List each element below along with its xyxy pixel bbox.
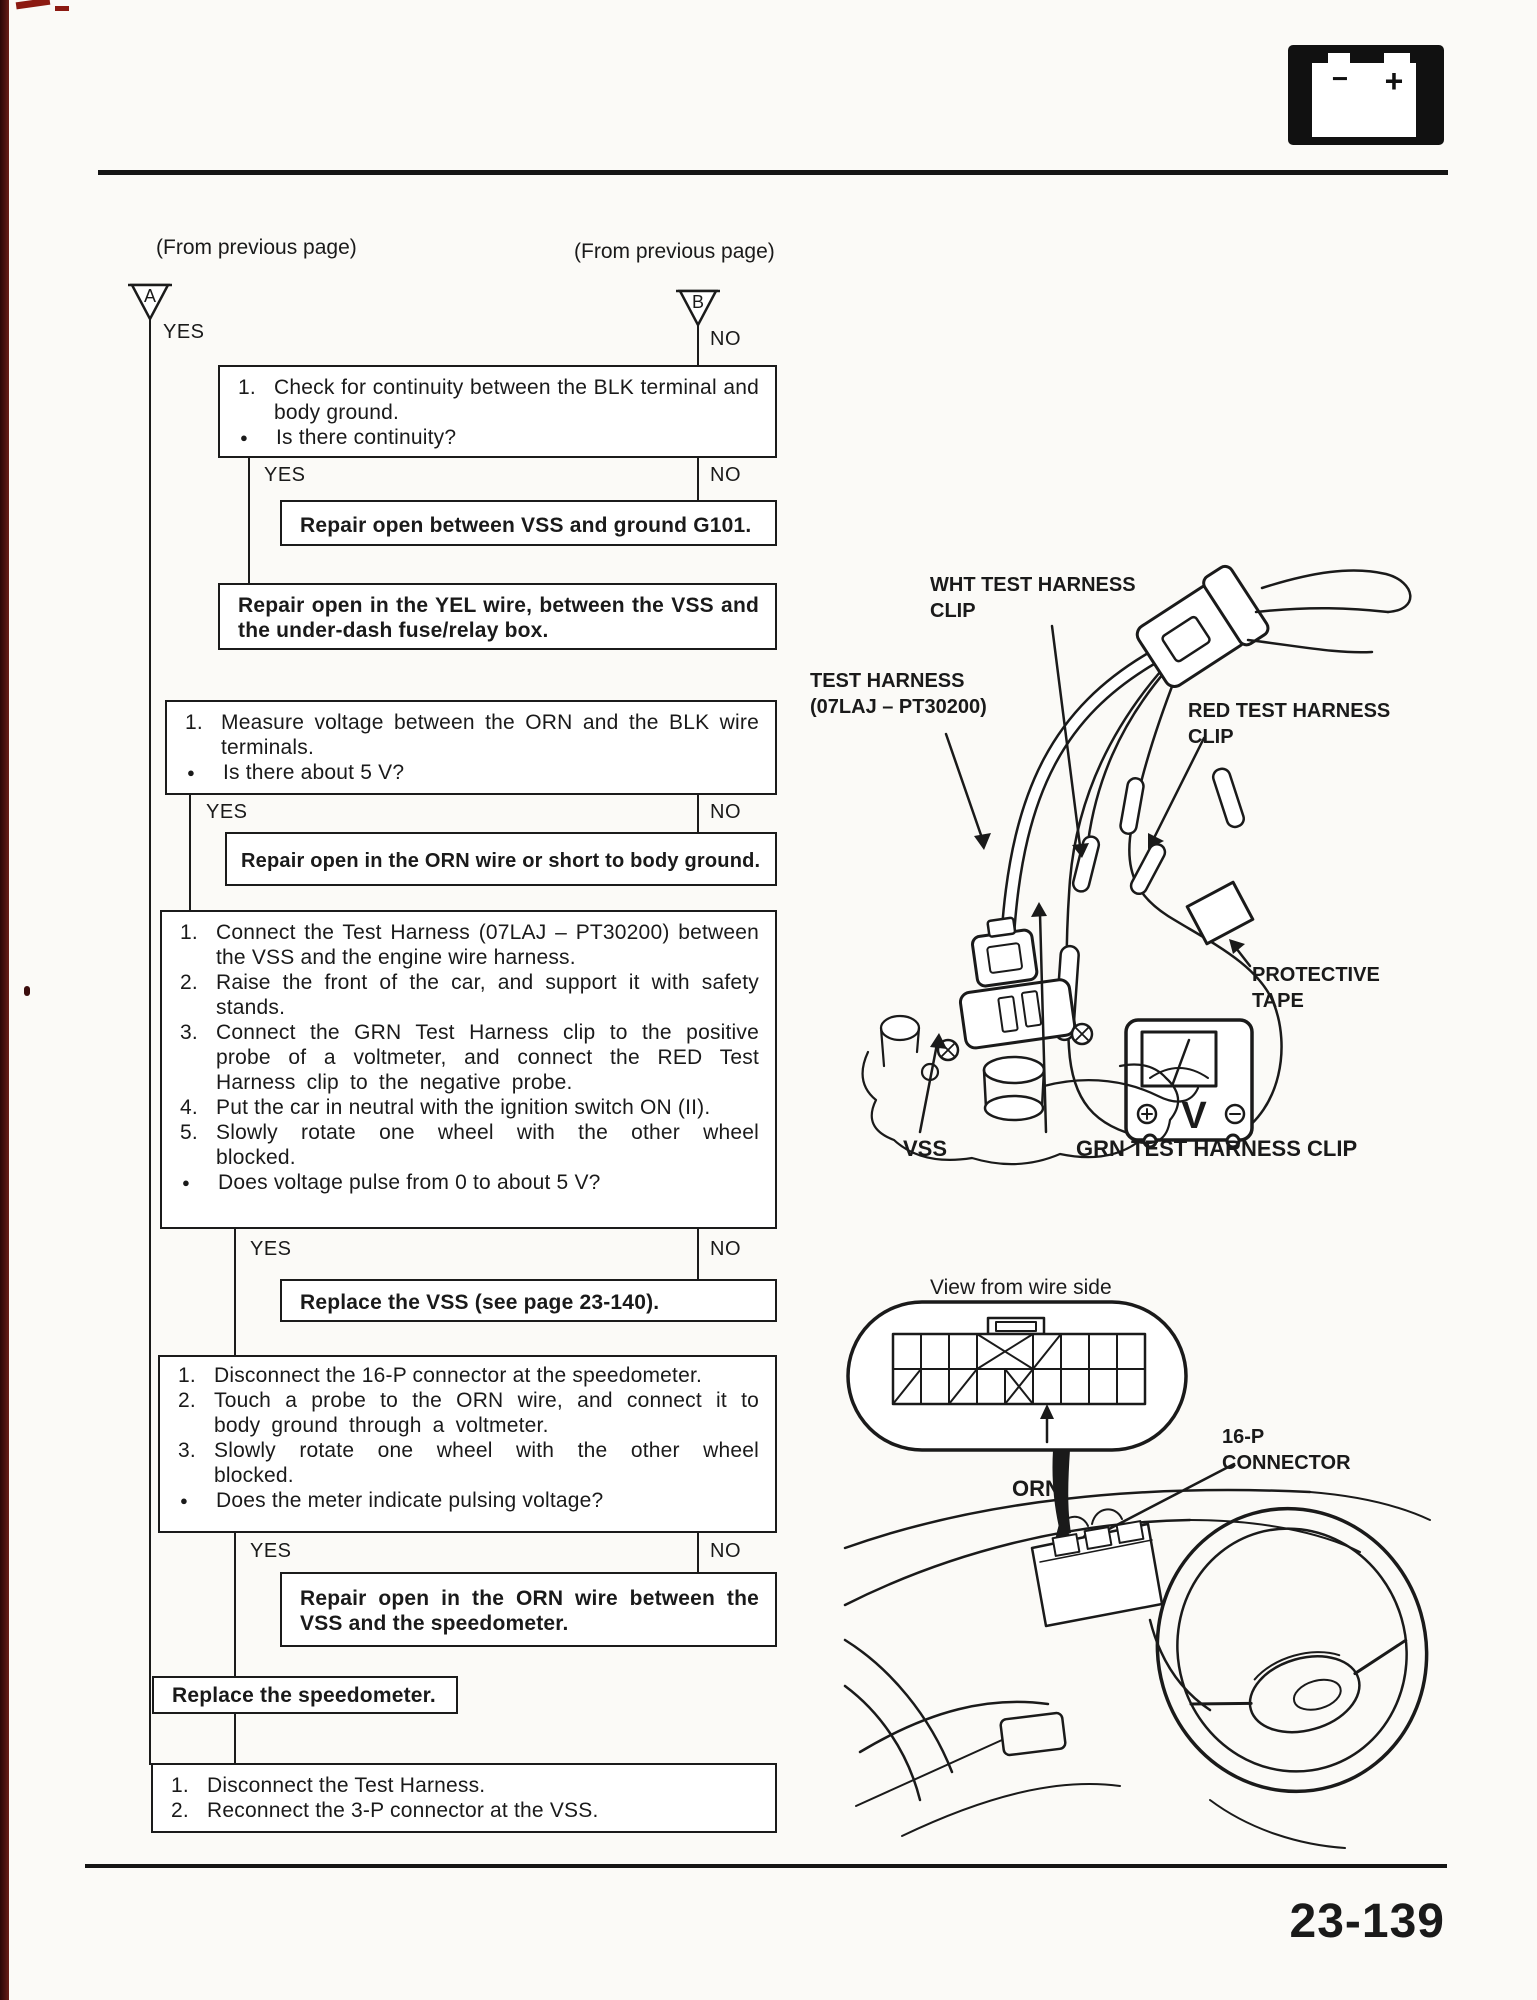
steering-wheel [1124, 1477, 1460, 1824]
bullet-marker: ● [182, 1175, 191, 1190]
bottom-rule [85, 1864, 1447, 1868]
branch-label-no: NO [710, 464, 741, 486]
step-marker: 2. [180, 971, 198, 994]
connector-b-triangle [676, 289, 720, 327]
question-text: Is there continuity? [276, 426, 457, 449]
action-text: Repair open in the ORN wire or short to body ground. [241, 849, 761, 872]
rail-b [697, 325, 699, 366]
callout-orn: ORN [1012, 1476, 1061, 1501]
connector-a-letter: A [143, 286, 157, 306]
test-harness-illustration [780, 440, 1450, 1210]
question-text: Does the meter indicate pulsing voltage? [216, 1489, 604, 1512]
branch-label-yes: YES [250, 1540, 292, 1562]
step-marker: 3. [178, 1439, 196, 1462]
flow-step [178, 1388, 759, 1438]
rail-no-4 [697, 1533, 699, 1572]
callout-test-harness: TEST HARNESS (07LAJ – PT30200) [810, 670, 987, 718]
bullet-marker: ● [187, 765, 196, 780]
flow-box-replace-speedo [152, 1676, 458, 1714]
flow-step [180, 1020, 759, 1095]
step-text: Disconnect the Test Harness. [207, 1774, 486, 1797]
rail-yes-3 [234, 1229, 236, 1355]
callout-16p-connector: 16-P CONNECTOR [1222, 1426, 1351, 1474]
connector-b-letter: B [691, 292, 705, 312]
battery-plus: + [1384, 63, 1404, 99]
flow-question [238, 425, 759, 450]
branch-label-yes: YES [250, 1238, 292, 1260]
top-rule [98, 170, 1448, 175]
flow-step [180, 920, 759, 970]
scan-speck [24, 986, 30, 996]
from-previous-right: (From previous page) [574, 240, 775, 263]
pin-grid [893, 1334, 1145, 1404]
branch-label-yes: YES [206, 801, 248, 823]
page-number: 23-139 [1289, 1895, 1445, 1948]
column-line [1210, 1800, 1345, 1848]
voltmeter-v-label: V [1181, 1095, 1207, 1137]
step-marker: 1. [185, 711, 203, 734]
dashboard-illustration [840, 1480, 1450, 1850]
rail-yes-4 [234, 1533, 236, 1676]
flow-step [171, 1773, 759, 1798]
step-marker: 1. [178, 1364, 196, 1387]
flow-box-voltage [165, 700, 777, 795]
step-text: Check for continuity between the BLK terminal and body ground. [274, 376, 759, 424]
rail-no-3 [697, 1229, 699, 1279]
vss-sensor [938, 911, 1092, 1120]
step-text: Measure voltage between the ORN and the BLK wire terminals. [221, 711, 759, 759]
connector-tab [988, 1318, 1044, 1334]
flow-question [185, 760, 759, 785]
step-text: Raise the front of the car, and support it with safety stands. [216, 971, 759, 1019]
step-marker: 1. [171, 1774, 189, 1797]
flow-box-reconnect [151, 1763, 777, 1833]
branch-label-yes: YES [264, 464, 306, 486]
flow-box-repair-g101 [280, 500, 777, 546]
callout-vss: VSS [903, 1136, 948, 1161]
rail-final [234, 1714, 236, 1763]
step-text: Touch a probe to the ORN wire, and connect it to body ground through a voltmeter. [214, 1389, 759, 1437]
rail-yes-2 [189, 795, 191, 910]
branch-label-no: NO [710, 1540, 741, 1562]
flow-box-16p-check [158, 1355, 777, 1533]
flow-question [178, 1488, 759, 1513]
rail-yes-1 [248, 458, 250, 583]
branch-label-no: NO [710, 1238, 741, 1260]
step-text: Slowly rotate one wheel with the other wheel blocked. [214, 1439, 759, 1487]
scan-mark [16, 0, 51, 9]
action-text: Replace the VSS (see page 23-140). [300, 1291, 660, 1314]
flow-step [178, 1363, 759, 1388]
flow-question [180, 1170, 759, 1195]
step-text: Slowly rotate one wheel with the other wheel blocked. [216, 1121, 759, 1169]
callout-red-clip: RED TEST HARNESS CLIP [1188, 700, 1391, 748]
flow-step [238, 375, 759, 425]
question-text: Is there about 5 V? [223, 761, 405, 784]
step-marker: 2. [171, 1799, 189, 1822]
branch-label-yes-a: YES [163, 321, 205, 343]
engine-harness-connector [1130, 563, 1410, 693]
flow-step [180, 1120, 759, 1170]
connector-a-triangle [128, 283, 172, 321]
step-text: Reconnect the 3-P connector at the VSS. [207, 1799, 599, 1822]
action-text: Repair open in the ORN wire between the VSS and the speedometer. [300, 1586, 759, 1635]
scan-mark [55, 6, 69, 11]
flow-step [171, 1798, 759, 1823]
from-previous-left: (From previous page) [156, 236, 357, 259]
step-text: Put the car in neutral with the ignition switch ON (II). [216, 1096, 711, 1119]
flow-box-repair-orn-short [225, 832, 777, 886]
rail-no-2 [697, 795, 699, 832]
connector-view-title: View from wire side [930, 1276, 1112, 1299]
branch-label-no-b: NO [710, 328, 741, 350]
battery-minus: − [1331, 63, 1349, 94]
step-text: Disconnect the 16-P connector at the speedometer. [214, 1364, 703, 1387]
bullet-marker: ● [180, 1493, 189, 1508]
callout-protective-tape: PROTECTIVE TAPE [1252, 964, 1380, 1012]
action-text: Repair open in the YEL wire, between the VSS and the under-dash fuse/relay box. [238, 593, 759, 642]
step-marker: 2. [178, 1389, 196, 1412]
flow-box-test-harness [160, 910, 777, 1229]
step-marker: 4. [180, 1096, 198, 1119]
action-text: Replace the speedometer. [172, 1683, 436, 1707]
branch-label-no: NO [710, 801, 741, 823]
step-marker: 3. [180, 1021, 198, 1044]
binding-strip [0, 0, 9, 2000]
rail-no-1 [697, 458, 699, 500]
flow-box-repair-yel [218, 583, 777, 650]
step-text: Connect the GRN Test Harness clip to the positive probe of a voltmeter, and connect the RED Test Harness clip to the negative probe. [216, 1021, 759, 1094]
step-marker: 1. [238, 376, 256, 399]
bullet-marker: ● [240, 430, 249, 445]
step-text: Connect the Test Harness (07LAJ – PT30200) between the VSS and the engine wire harness. [216, 921, 759, 969]
battery-icon [1288, 45, 1444, 145]
flow-step [180, 1095, 759, 1120]
callout-grn-clip: GRN TEST HARNESS CLIP [1076, 1136, 1358, 1161]
flow-step [180, 970, 759, 1020]
flow-box-repair-orn-speedo [280, 1572, 777, 1647]
flow-box-continuity [218, 365, 777, 458]
action-text: Repair open between VSS and ground G101. [300, 513, 752, 537]
step-marker: 5. [180, 1121, 198, 1144]
flow-box-replace-vss [280, 1279, 777, 1322]
flow-step [185, 710, 759, 760]
step-marker: 1. [180, 921, 198, 944]
question-text: Does voltage pulse from 0 to about 5 V? [218, 1171, 601, 1194]
rail-a [149, 319, 151, 1765]
callout-wht-clip: WHT TEST HARNESS CLIP [930, 574, 1136, 622]
flow-step [178, 1438, 759, 1488]
